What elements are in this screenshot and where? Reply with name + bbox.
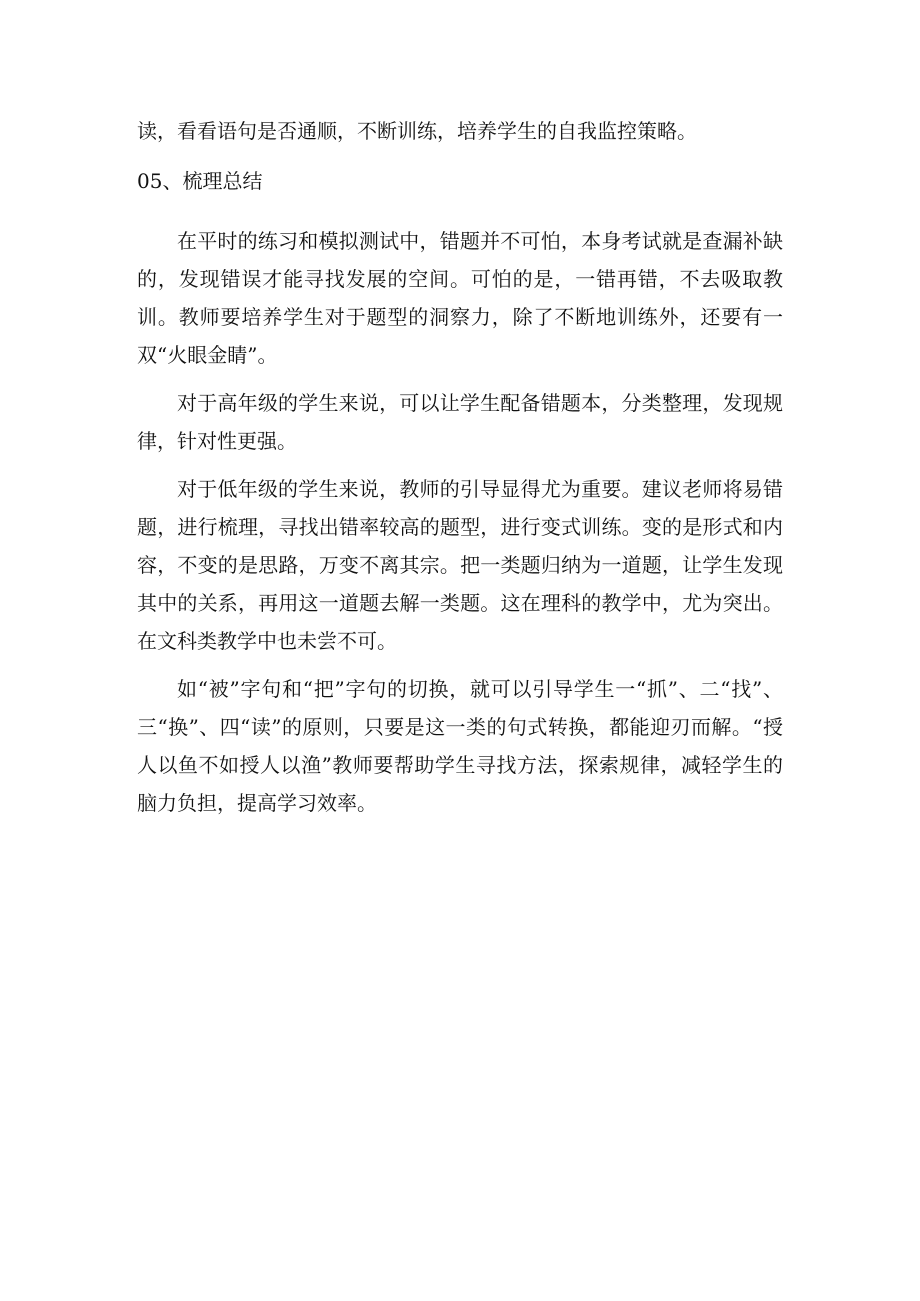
paragraph-4: 如“被”字句和“把”字句的切换，就可以引导学生一“抓”、二“找”、三“换”、四“读”的原则，只要是这一类的句式转换，都能迎刃而解。“授人以鱼不如授人以渔”教师要帮助学生寻找方法，探索规律，减轻学生的脑力负担，提高学习效率。	[137, 677, 783, 815]
lead-line: 读，看看语句是否通顺，不断训练，培养学生的自我监控策略。	[137, 119, 697, 143]
paragraph-2: 对于高年级的学生来说，可以让学生配备错题本，分类整理，发现规律，针对性更强。	[137, 391, 783, 453]
document-body	[137, 112, 783, 822]
section-heading: 05、梳理总结	[137, 169, 263, 193]
paragraph-1: 在平时的练习和模拟测试中，错题并不可怕，本身考试就是查漏补缺的，发现错误才能寻找发展的空间。可怕的是，一错再错，不去吸取教训。教师要培养学生对于题型的洞察力，除了不断地训练外，还要有一双“火眼金睛”。	[137, 229, 783, 367]
paragraph-3: 对于低年级的学生来说，教师的引导显得尤为重要。建议老师将易错题，进行梳理，寻找出错率较高的题型，进行变式训练。变的是形式和内容，不变的是思路，万变不离其宗。把一类题归纳为一道题，让学生发现其中的关系，再用这一道题去解一类题。这在理科的教学中，尤为突出。在文科类教学中也未尝不可。	[137, 477, 783, 653]
